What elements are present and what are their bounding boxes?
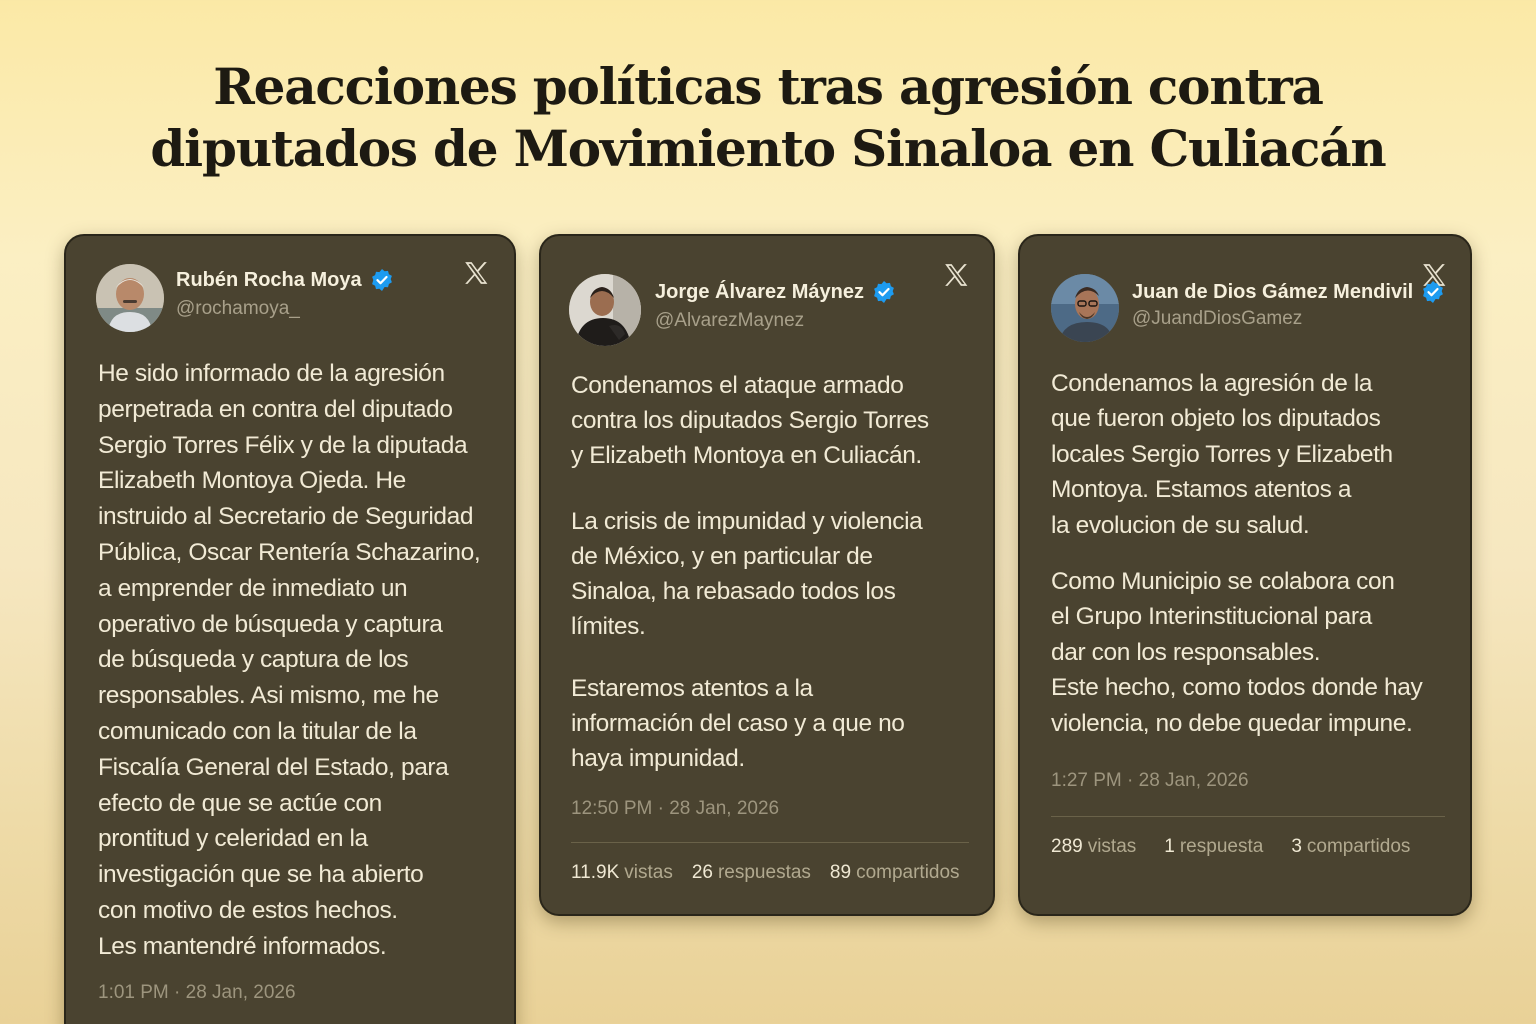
author-handle[interactable]: @AlvarezMaynez (655, 310, 805, 331)
stat-views[interactable]: 289 vistas (1051, 836, 1137, 857)
page-title-line-1: Reacciones políticas tras agresión contra (213, 57, 1323, 116)
stat-replies[interactable]: 26 respuestas (691, 862, 811, 883)
avatar[interactable] (96, 264, 164, 332)
post-body (1051, 366, 1465, 741)
stat-replies[interactable]: 1 respuesta (1164, 836, 1264, 857)
x-logo-icon[interactable] (463, 260, 489, 286)
post-paragraph: Condenamos el ataque armado contra los diputados Sergio Torres y Elizabeth Montoya en Culiacán. (571, 372, 929, 469)
page-title-line-2: diputados de Movimiento Sinaloa en Culiacán (150, 119, 1386, 178)
post-timestamp[interactable]: 1:27 PM · 28 Jan, 2026 (1051, 770, 1249, 791)
post-paragraph: He sido informado de la agresión perpetrada en contra del diputado Sergio Torres Félix y de la diputada Elizabeth Montoya Ojeda. He instruido al Secretario de Seguridad Pública, Oscar Rentería Schazarino, a emprender de inmediato un operativo de búsqueda y captura de búsqueda y captura de los responsables. Asi mismo, me he comunicado con la titular de la Fiscalía General del Estado, para efecto de que se actúe con prontitud y celeridad en la investigación que se ha abierto con motivo de estos hechos. Les mantendré informados. (98, 360, 481, 960)
post-paragraph: La crisis de impunidad y violencia de México, y en particular de Sinaloa, ha rebasado todos los límites. (571, 508, 923, 640)
x-logo-icon[interactable] (943, 262, 969, 288)
avatar-photo-icon (1051, 274, 1119, 342)
author-row (176, 268, 394, 292)
avatar[interactable] (569, 274, 641, 346)
stat-shares[interactable]: 3 compartidos (1291, 836, 1411, 857)
verified-badge-icon (872, 280, 896, 304)
author-row (655, 280, 896, 304)
post-paragraph: Condenamos la agresión de la que fueron objeto los diputados locales Sergio Torres y Elizabeth Montoya. Estamos atentos a la evolucion de su salud. (1051, 370, 1393, 539)
divider (571, 842, 969, 843)
x-logo-icon[interactable] (1421, 262, 1447, 288)
author-name[interactable]: Juan de Dios Gámez Mendivil (1132, 280, 1414, 303)
avatar-photo-icon (96, 264, 164, 332)
post-timestamp[interactable]: 1:01 PM · 28 Jan, 2026 (98, 982, 296, 1003)
post-stats (571, 862, 960, 884)
post-stats (1051, 836, 1410, 858)
post-card-rocha[interactable] (64, 234, 516, 1024)
stat-views[interactable]: 11.9K vistas (571, 862, 673, 883)
post-body (98, 356, 510, 965)
post-body (571, 368, 989, 776)
post-card-alvarez[interactable] (539, 234, 995, 916)
author-name[interactable]: Jorge Álvarez Máynez (655, 280, 864, 303)
verified-badge-icon (370, 268, 394, 292)
avatar-photo-icon (569, 274, 641, 346)
page-title (0, 56, 1536, 180)
post-card-gamez[interactable] (1018, 234, 1472, 916)
divider (1051, 816, 1445, 817)
author-handle[interactable]: @JuandDiosGamez (1132, 308, 1303, 329)
author-name[interactable]: Rubén Rocha Moya (176, 268, 362, 291)
post-paragraph: Como Municipio se colabora con el Grupo Interinstitucional para dar con los responsables. Este hecho, como todos donde hay violencia, no debe quedar impune. (1051, 568, 1423, 737)
avatar[interactable] (1051, 274, 1119, 342)
post-paragraph: Estaremos atentos a la información del caso y a que no haya impunidad. (571, 675, 905, 772)
stat-shares[interactable]: 89 compartidos (829, 862, 960, 883)
author-handle[interactable]: @rochamoya_ (176, 298, 300, 319)
post-timestamp[interactable]: 12:50 PM · 28 Jan, 2026 (571, 798, 780, 819)
author-row (1132, 280, 1445, 304)
